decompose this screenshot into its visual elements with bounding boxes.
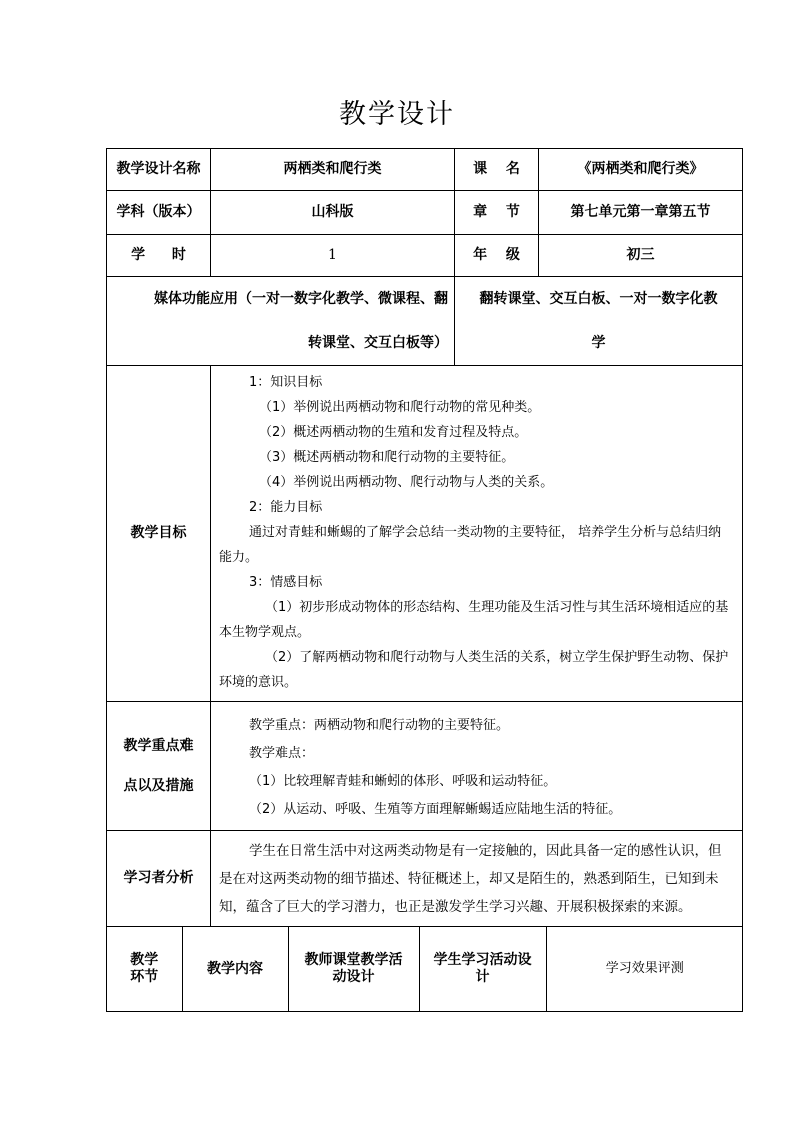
process-col-teacher-line1: 教师课堂教学活 xyxy=(304,952,403,969)
goal-line: （2）了解两栖动物和爬行动物与人类生活的关系，树立学生保护野生动物、保护环境的意识。 xyxy=(219,650,729,690)
goals-label: 教学目标 xyxy=(107,366,211,702)
focus-label xyxy=(107,702,211,831)
subject-value: 山科版 xyxy=(211,191,455,235)
process-col-student-line2: 计 xyxy=(475,969,490,985)
row-process-header xyxy=(107,927,743,1012)
row-subject xyxy=(107,191,743,235)
hours-label: 学 时 xyxy=(107,235,211,277)
media-label xyxy=(107,277,455,366)
media-value-line2: 学 xyxy=(591,335,606,351)
focus-label-line2: 点以及措施 xyxy=(123,778,194,794)
focus-line: （2）从运动、呼吸、生殖等方面理解蜥蜴适应陆地生活的特征。 xyxy=(249,802,622,817)
row-analysis xyxy=(107,831,743,927)
goal-line: （1）举例说出两栖动物和爬行动物的常见种类。 xyxy=(259,400,541,415)
process-col-stage-line1: 教学 xyxy=(130,952,159,969)
goal-line: （1）初步形成动物体的形态结构、生理功能及生活习性与其生活环境相适应的基本生物学观点。 xyxy=(219,600,729,640)
page-title: 教学设计 xyxy=(339,99,455,130)
goal-line: 3：情感目标 xyxy=(249,575,323,590)
goals-content xyxy=(211,366,743,702)
focus-content xyxy=(211,702,743,831)
design-name-value: 两栖类和爬行类 xyxy=(211,149,455,191)
goal-line: 2：能力目标 xyxy=(249,500,323,515)
goal-line: （2）概述两栖动物的生殖和发育过程及特点。 xyxy=(259,425,528,440)
focus-line: 教学难点： xyxy=(249,746,315,761)
chapter-value: 第七单元第一章第五节 xyxy=(539,191,743,235)
process-col-stage xyxy=(107,927,182,1011)
process-col-teacher xyxy=(288,927,419,1011)
process-col-evaluation: 学习效果评测 xyxy=(605,961,684,977)
goal-line: 通过对青蛙和蜥蜴的了解学会总结一类动物的主要特征， 培养学生分析与总结归纳能力。 xyxy=(219,525,722,565)
grade-label: 年 级 xyxy=(455,235,539,277)
row-hours xyxy=(107,235,743,277)
course-label: 课 名 xyxy=(455,149,539,191)
lesson-design-table xyxy=(106,148,743,1012)
row-focus xyxy=(107,702,743,831)
row-goals xyxy=(107,366,743,702)
media-label-line2: 转课堂、交互白板等） xyxy=(308,335,448,351)
media-value-line1: 翻转课堂、交互白板、一对一数字化教 xyxy=(479,291,718,307)
media-label-line1: 媒体功能应用（一对一数字化教学、微课程、翻 xyxy=(154,291,448,307)
course-value: 《两栖类和爬行类》 xyxy=(539,149,743,191)
media-value xyxy=(455,277,743,366)
process-col-content: 教学内容 xyxy=(182,927,288,1011)
process-col-stage-line2: 环节 xyxy=(130,969,159,985)
process-header-table xyxy=(107,927,743,1011)
row-design-name xyxy=(107,149,743,191)
process-header-cell xyxy=(107,927,743,1012)
goal-line: （4）举例说出两栖动物、爬行动物与人类的关系。 xyxy=(259,475,554,490)
hours-value: 1 xyxy=(211,235,455,277)
process-col-student-line1: 学生学习活动设 xyxy=(433,952,532,969)
analysis-label: 学习者分析 xyxy=(107,831,211,927)
focus-line: （1）比较理解青蛙和蜥蚓的体形、呼吸和运动特征。 xyxy=(249,774,557,789)
goal-line: （3）概述两栖动物和爬行动物的主要特征。 xyxy=(259,450,515,465)
chapter-label: 章 节 xyxy=(455,191,539,235)
focus-label-line1: 教学重点难 xyxy=(123,738,194,754)
focus-line: 教学重点：两栖动物和爬行动物的主要特征。 xyxy=(249,718,510,733)
analysis-content: 学生在日常生活中对这两类动物是有一定接触的，因此具备一定的感性认识，但是在对这两类动物的细节描述、特征概述上，却又是陌生的，熟悉到陌生，已知到未知，蕴含了巨大的学习潜力，也正是激发学生学习兴趣、开展积极探索的来源。 xyxy=(211,831,743,927)
subject-label: 学科（版本） xyxy=(107,191,211,235)
goal-line: 1：知识目标 xyxy=(249,375,323,390)
process-col-teacher-line2: 动设计 xyxy=(332,969,375,985)
design-name-label: 教学设计名称 xyxy=(107,149,211,191)
process-col-student xyxy=(419,927,546,1011)
grade-value: 初三 xyxy=(539,235,743,277)
row-media xyxy=(107,277,743,366)
